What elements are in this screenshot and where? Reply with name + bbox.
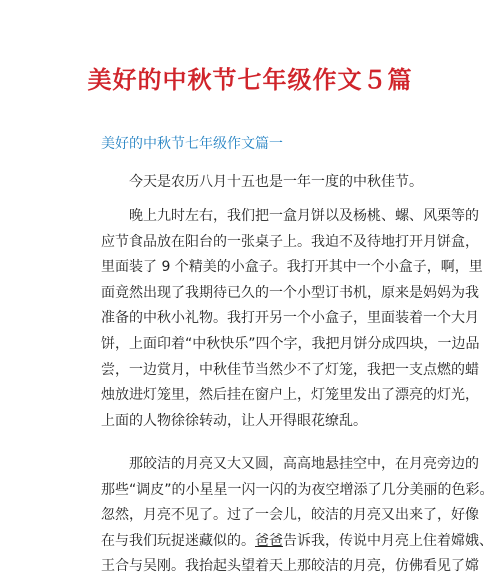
paragraph-line — [101, 529, 493, 555]
section-heading: 美好的中秋节七年级作文篇一 — [101, 136, 283, 152]
paragraph-line: 里面装了 9 个精美的小盒子。我打开其中一个小盒子，啊，里 — [101, 259, 483, 276]
paragraph-line: 饼，上面印着“中秋快乐”四个字，我把月饼分成四块，一边品 — [101, 335, 480, 352]
paragraph-line: 晚上九时左右，我们把一盒月饼以及杨桃、螺、风栗等的 — [129, 208, 479, 224]
underlined-word: 爸爸 — [255, 532, 283, 549]
paragraph-line: 今天是农历八月十五也是一年一度的中秋佳节。 — [129, 174, 423, 190]
document-title: 美好的中秋节七年级作文５篇 — [87, 66, 413, 94]
paragraph-2 — [101, 204, 483, 434]
line-text: 在与我们玩捉迷藏似的。 — [101, 532, 255, 549]
paragraph-line: 那皎洁的月亮又大又圆，高高地悬挂空中，在月亮旁边的 — [129, 456, 479, 472]
paragraph-line: 王合与吴刚。我抬起头望着天上那皎洁的月亮，仿佛看见了嫦 — [101, 558, 479, 575]
line-text: 告诉我，传说中月亮上住着嫦娥、 — [283, 532, 493, 549]
paragraph-line: 准备的中秋小礼物。我打开另一个小盒子，里面装着一个大月 — [101, 310, 479, 327]
paragraph-line: 上面的人物徐徐转动，让人开得眼花缭乱。 — [101, 412, 367, 429]
paragraph-1 — [129, 170, 449, 196]
paragraph-line: 那些“调皮”的小星星一闪一闪的为夜空增添了几分美丽的色彩。 — [101, 481, 494, 498]
paragraph-line: 尝，一边赏月，中秋佳节当然少不了灯笼，我把一支点燃的蜡 — [101, 361, 479, 378]
paragraph-line: 忽然，月亮不见了。过了一会儿，皎洁的月亮又出来了，好像 — [101, 507, 479, 524]
paragraph-line: 面竟然出现了我期待已久的一个小型订书机，原来是妈妈为我 — [101, 284, 479, 301]
paragraph-3 — [101, 452, 494, 580]
paragraph-line: 应节食品放在阳台的一张桌子上。我迫不及待地打开月饼盒， — [101, 233, 479, 250]
paragraph-line: 烛放进灯笼里，然后挂在窗户上，灯笼里发出了漂亮的灯光， — [101, 387, 479, 404]
